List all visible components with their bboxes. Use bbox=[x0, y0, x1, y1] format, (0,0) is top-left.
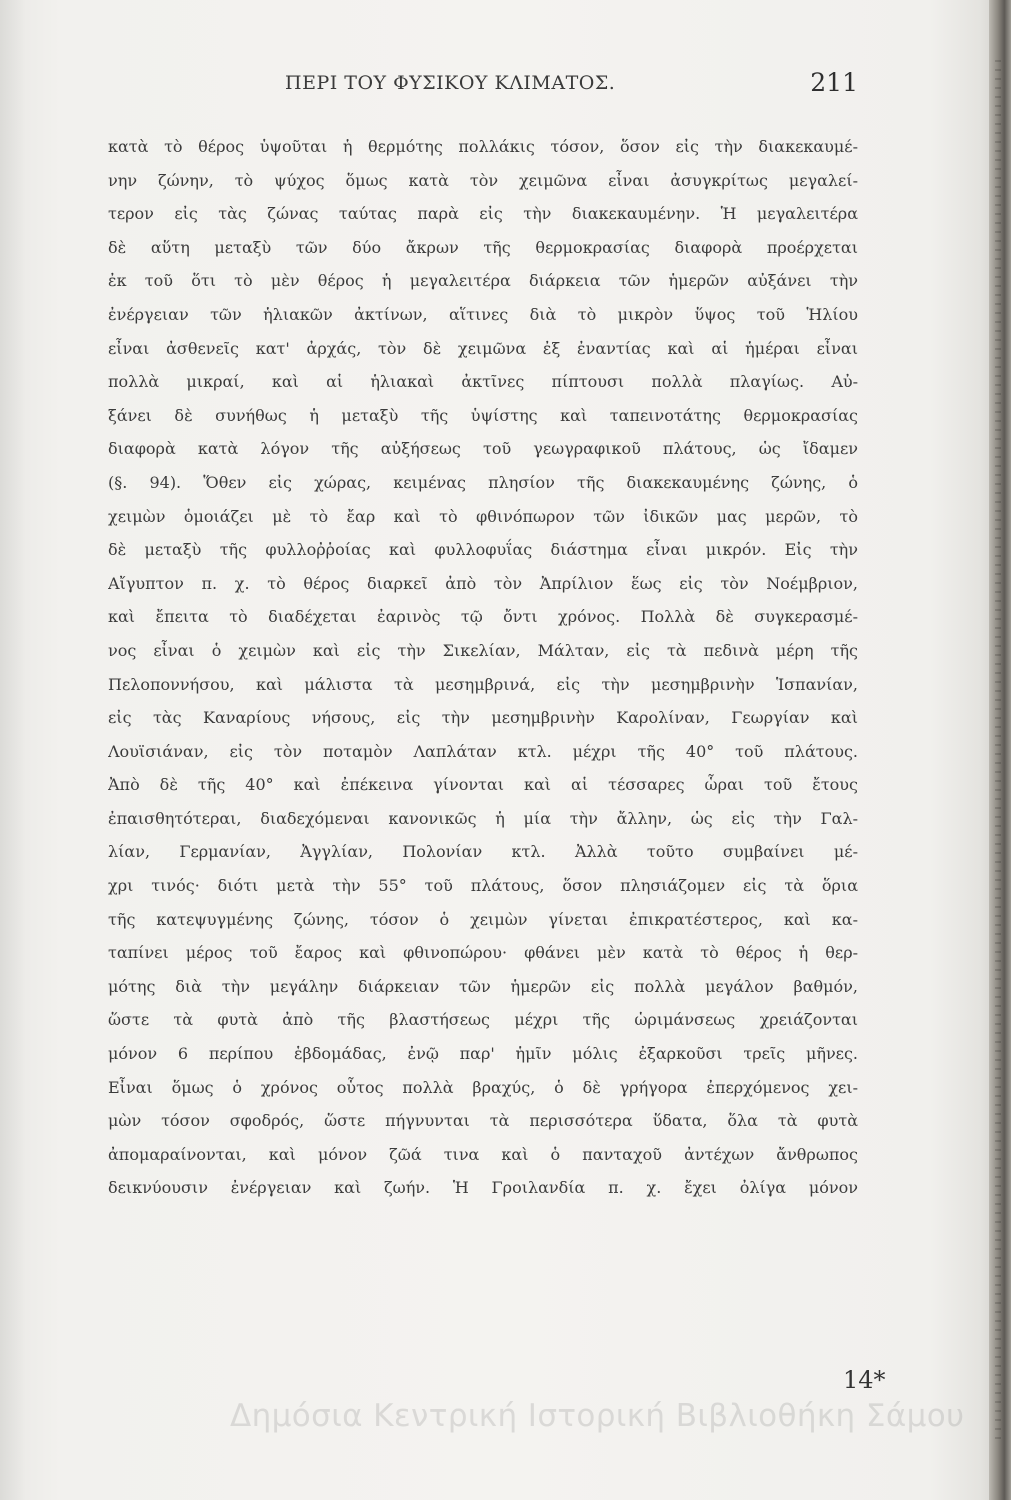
text-line: τῆς κατεψυγμένης ζώνης, τόσον ὁ χειμὼν γίνεται ἐπικρατέστερος, καὶ κα- bbox=[108, 909, 858, 929]
text-line: νην ζώνην, τὸ ψύχος ὅμως κατὰ τὸν χειμῶνα εἶναι ἀσυγκρίτως μεγαλεί- bbox=[108, 170, 858, 190]
running-head: ΠΕΡΙ ΤΟΥ ΦΥΣΙΚΟΥ ΚΛΙΜΑΤΟΣ. bbox=[285, 72, 616, 94]
library-watermark: Δημόσια Κεντρική Ιστορική Βιβλιοθήκη Σάμου bbox=[230, 1398, 965, 1434]
text-line: (§. 94). Ὅθεν εἰς χώρας, κειμένας πλησίον τῆς διακεκαυμένης ζώνης, ὁ bbox=[108, 472, 858, 492]
text-line: ταπίνει μέρος τοῦ ἔαρος καὶ φθινοπώρου· φθάνει μὲν κατὰ τὸ θέρος ἡ θερ- bbox=[108, 943, 858, 963]
text-line: μόνον 6 περίπου ἑβδομάδας, ἐνῷ παρ' ἡμῖν μόλις ἐξαρκοῦσι τρεῖς μῆνες. bbox=[108, 1044, 858, 1064]
text-line: μότης διὰ τὴν μεγάλην διάρκειαν τῶν ἡμερῶν εἰς πολλὰ μεγάλον βαθμόν, bbox=[108, 976, 858, 996]
text-line: καὶ ἔπειτα τὸ διαδέχεται ἐαρινὸς τῷ ὄντι χρόνος. Πολλὰ δὲ συγκερασμέ- bbox=[108, 607, 858, 627]
text-line: χειμὼν ὁμοιάζει μὲ τὸ ἔαρ καὶ τὸ φθινόπωρον τῶν ἰδικῶν μας μερῶν, τὸ bbox=[108, 506, 858, 526]
text-line: δὲ αὕτη μεταξὺ τῶν δύο ἄκρων τῆς θερμοκρασίας διαφορὰ προέρχεται bbox=[108, 237, 858, 257]
text-line: δεικνύουσιν ἐνέργειαν καὶ ζωήν. Ἡ Γροιλανδία π. χ. ἔχει ὀλίγα μόνον bbox=[108, 1178, 858, 1198]
page-header bbox=[100, 68, 880, 102]
text-line: κατὰ τὸ θέρος ὑψοῦται ἡ θερμότης πολλάκις τόσον, ὅσον εἰς τὴν διακεκαυμέ- bbox=[108, 137, 858, 156]
text-line: Ἀπὸ δὲ τῆς 40° καὶ ἐπέκεινα γίνονται καὶ αἱ τέσσαρες ὧραι τοῦ ἔτους bbox=[108, 775, 858, 795]
text-line: νος εἶναι ὁ χειμὼν καὶ εἰς τὴν Σικελίαν, Μάλταν, εἰς τὰ πεδινὰ μέρη τῆς bbox=[108, 640, 858, 660]
text-line: λίαν, Γερμανίαν, Ἀγγλίαν, Πολονίαν κτλ. Ἀλλὰ τοῦτο συμβαίνει μέ- bbox=[108, 842, 858, 862]
text-line: εἰς τὰς Καναρίους νήσους, εἰς τὴν μεσημβρινὴν Καρολίναν, Γεωργίαν καὶ bbox=[108, 708, 858, 728]
text-line: ὥστε τὰ φυτὰ ἀπὸ τῆς βλαστήσεως μέχρι τῆς ὡριμάνσεως χρειάζονται bbox=[108, 1010, 858, 1030]
text-line: πολλὰ μικραί, καὶ αἱ ἡλιακαὶ ἀκτῖνες πίπτουσι πολλὰ πλαγίως. Αὐ- bbox=[108, 372, 858, 392]
text-line: διαφορὰ κατὰ λόγον τῆς αὐξήσεως τοῦ γεωγραφικοῦ πλάτους, ὡς ἴδαμεν bbox=[108, 439, 858, 459]
text-line: ἐκ τοῦ ὅτι τὸ μὲν θέρος ἡ μεγαλειτέρα διάρκεια τῶν ἡμερῶν αὐξάνει τὴν bbox=[108, 271, 858, 291]
gutter-shadow bbox=[0, 0, 26, 1500]
text-line: μὼν τόσον σφοδρός, ὥστε πήγνυνται τὰ περισσότερα ὕδατα, ὅλα τὰ φυτὰ bbox=[108, 1111, 858, 1131]
body-text bbox=[108, 130, 858, 1205]
text-line: Εἶναι ὅμως ὁ χρόνος οὗτος πολλὰ βραχύς, ὁ δὲ γρήγορα ἐπερχόμενος χει- bbox=[108, 1077, 858, 1097]
text-line: Πελοποννήσου, καὶ μάλιστα τὰ μεσημβρινά, εἰς τὴν μεσημβρινὴν Ἱσπανίαν, bbox=[108, 674, 858, 694]
text-line: ἐπαισθητότεραι, διαδεχόμεναι κανονικῶς ἡ μία τὴν ἄλλην, ὡς εἰς τὴν Γαλ- bbox=[108, 808, 858, 828]
signature-mark: 14* bbox=[843, 1366, 886, 1394]
text-line: χρι τινός· διότι μετὰ τὴν 55° τοῦ πλάτους, ὅσον πλησιάζομεν εἰς τὰ ὅρια bbox=[108, 876, 858, 896]
text-line: ξάνει δὲ συνήθως ἡ μεταξὺ τῆς ὑψίστης καὶ ταπεινοτάτης θερμοκρασίας bbox=[108, 405, 858, 425]
text-line: εἶναι ἀσθενεῖς κατ' ἀρχάς, τὸν δὲ χειμῶνα ἐξ ἐναντίας καὶ αἱ ἡμέραι εἶναι bbox=[108, 338, 858, 358]
text-line: τερον εἰς τὰς ζώνας ταύτας παρὰ εἰς τὴν διακεκαυμένην. Ἡ μεγαλειτέρα bbox=[108, 204, 858, 224]
text-line: δὲ μεταξὺ τῆς φυλλοῤῥοίας καὶ φυλλοφυΐας διάστημα εἶναι μικρόν. Εἰς τὴν bbox=[108, 540, 858, 560]
page-number: 211 bbox=[810, 68, 858, 97]
text-line: Αἴγυπτον π. χ. τὸ θέρος διαρκεῖ ἀπὸ τὸν Ἀπρίλιον ἕως εἰς τὸν Νοέμβριον, bbox=[108, 573, 858, 593]
book-edge bbox=[989, 0, 1011, 1500]
text-line: Λουϊσιάναν, εἰς τὸν ποταμὸν Λαπλάταν κτλ. μέχρι τῆς 40° τοῦ πλάτους. bbox=[108, 741, 858, 761]
text-line: ἀπομαραίνονται, καὶ μόνον ζῶά τινα καὶ ὁ πανταχοῦ ἀντέχων ἄνθρωπος bbox=[108, 1144, 858, 1164]
text-line: ἐνέργειαν τῶν ἡλιακῶν ἀκτίνων, αἵτινες διὰ τὸ μικρὸν ὕψος τοῦ Ἡλίου bbox=[108, 304, 858, 324]
